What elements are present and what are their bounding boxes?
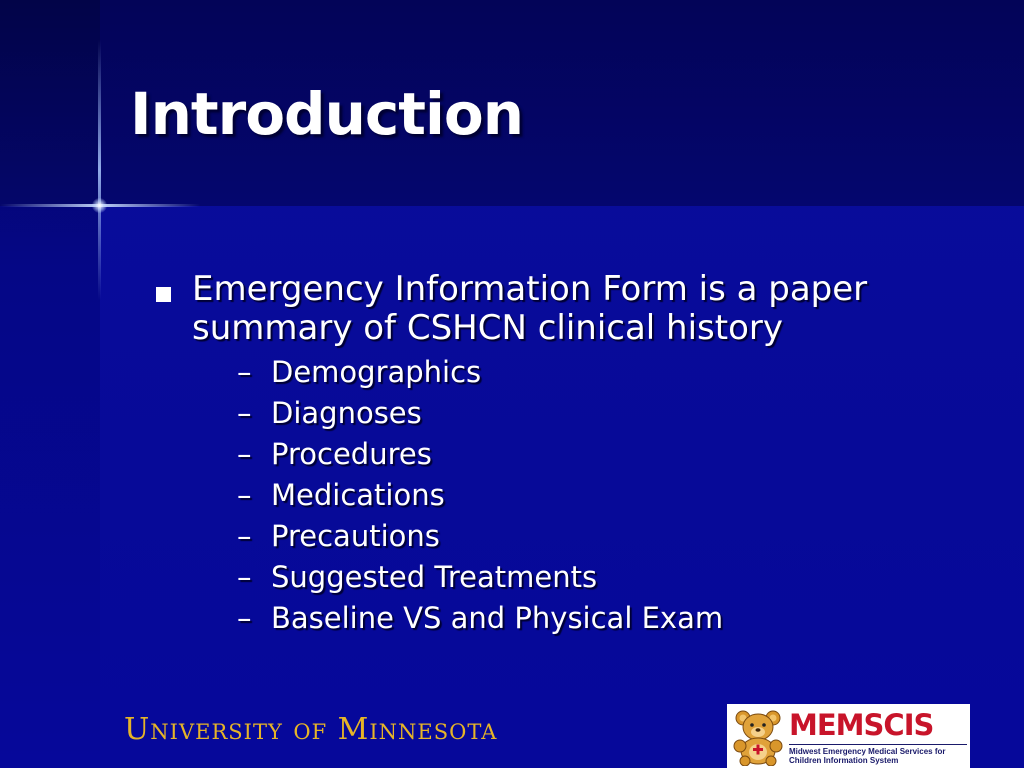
slide-title: Introduction — [130, 80, 523, 148]
dash-bullet: – — [237, 601, 252, 635]
sub-bullet-text: Demographics — [271, 355, 482, 389]
sub-bullet-text: Procedures — [271, 437, 432, 471]
logo-name: MEMSCIS — [789, 708, 934, 742]
bullet-item — [156, 270, 976, 639]
institution-wordmark: University of Minnesota — [124, 712, 498, 747]
dash-bullet: – — [237, 560, 252, 594]
dash-bullet: – — [237, 478, 252, 512]
dash-bullet: – — [237, 437, 252, 471]
bullet-text: Emergency Information Form is a paper summary of CSHCN clinical history — [192, 269, 868, 348]
sub-bullet-list — [192, 352, 976, 639]
memscis-logo — [727, 704, 970, 768]
logo-tagline: Midwest Emergency Medical Services for Children Information System — [789, 747, 946, 765]
sparkle-core — [92, 198, 107, 213]
sub-bullet-item — [192, 475, 976, 516]
sub-bullet-text: Medications — [271, 478, 445, 512]
sub-bullet-item — [192, 516, 976, 557]
sub-bullet-text: Baseline VS and Physical Exam — [271, 601, 724, 635]
title-band-corner — [0, 0, 100, 206]
sub-bullet-text: Suggested Treatments — [271, 560, 598, 594]
white-square-bullet-icon — [156, 287, 171, 302]
sparkle-icon — [98, 40, 101, 300]
sub-bullet-item — [192, 352, 976, 393]
logo-divider — [789, 744, 967, 745]
teddy-bear-logo-icon — [729, 706, 787, 766]
dash-bullet: – — [237, 396, 252, 430]
slide-content — [156, 270, 976, 639]
sub-bullet-item — [192, 393, 976, 434]
sub-bullet-item — [192, 557, 976, 598]
dash-bullet: – — [237, 519, 252, 553]
dash-bullet: – — [237, 355, 252, 389]
sub-bullet-item — [192, 434, 976, 475]
sub-bullet-item — [192, 598, 976, 639]
sub-bullet-text: Diagnoses — [271, 396, 422, 430]
sub-bullet-text: Precautions — [271, 519, 440, 553]
